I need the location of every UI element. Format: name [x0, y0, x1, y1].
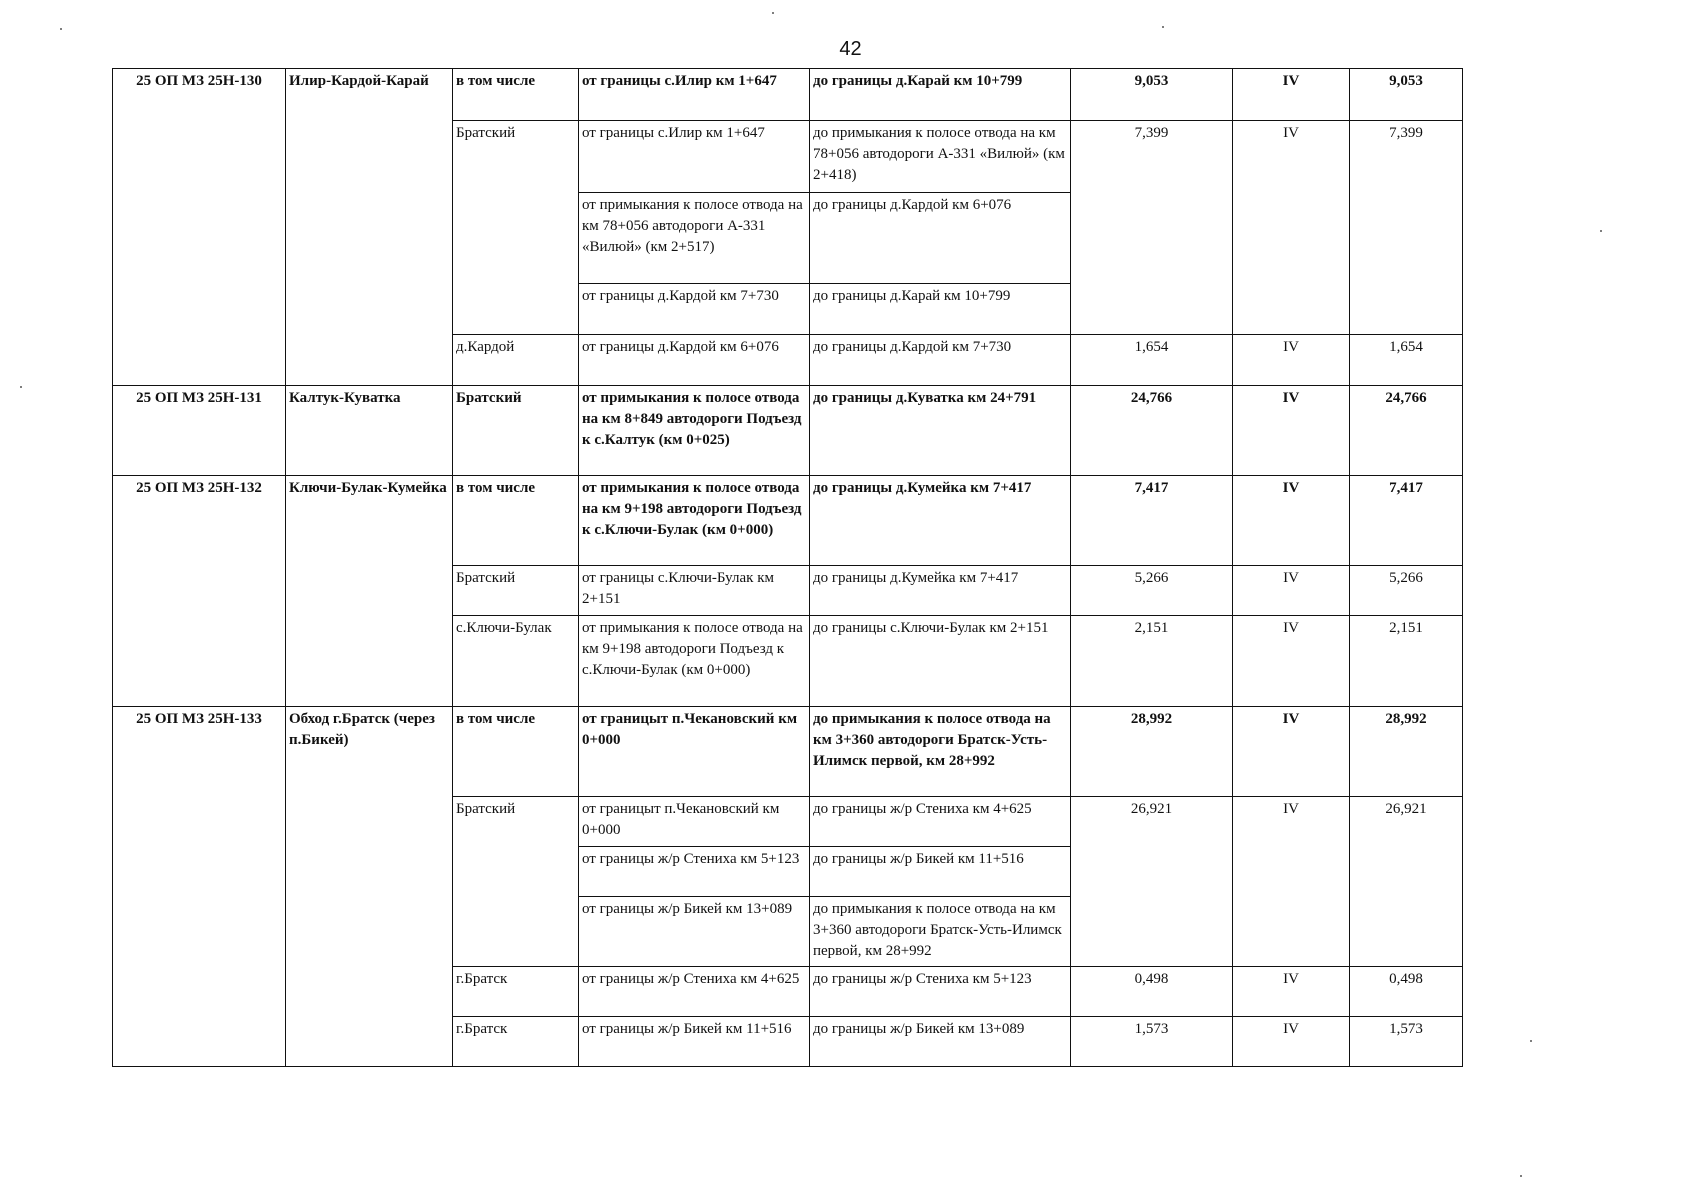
category-cell: IV	[1233, 616, 1350, 707]
road-name: Калтук-Куватка	[286, 386, 453, 476]
from-cell: от границы д.Кардой км 6+076	[579, 335, 810, 386]
scan-speck	[1600, 230, 1602, 232]
to-cell: до примыкания к полосе отвода на км 3+360 автодороги Братск-Усть-Илимск первой, км 28+992	[810, 897, 1071, 967]
total-cell: 7,417	[1350, 476, 1463, 566]
total-cell: 1,654	[1350, 335, 1463, 386]
from-cell: от примыкания к полосе отвода на км 8+849 автодороги Подъезд к с.Калтук (км 0+025)	[579, 386, 810, 476]
length-cell: 0,498	[1071, 967, 1233, 1017]
to-cell: до примыкания к полосе отвода на км 78+056 автодороги А-331 «Вилюй» (км 2+418)	[810, 121, 1071, 193]
total-cell: 24,766	[1350, 386, 1463, 476]
district-cell: д.Кардой	[453, 335, 579, 386]
to-cell: до границы д.Кумейка км 7+417	[810, 476, 1071, 566]
to-cell: до границы д.Карай км 10+799	[810, 69, 1071, 121]
roads-table	[112, 68, 1463, 1067]
road-name: Илир-Кардой-Карай	[286, 69, 453, 386]
category-cell: IV	[1233, 69, 1350, 121]
from-cell: от границыт п.Чекановский км 0+000	[579, 797, 810, 847]
total-cell: 1,573	[1350, 1017, 1463, 1067]
category-cell: IV	[1233, 707, 1350, 797]
scan-speck	[20, 386, 22, 388]
road-code: 25 ОП МЗ 25Н-131	[113, 386, 286, 476]
scan-speck	[1162, 26, 1164, 28]
page-number: 42	[839, 38, 862, 60]
category-cell: IV	[1233, 566, 1350, 616]
length-cell: 1,654	[1071, 335, 1233, 386]
from-cell: от границы ж/р Бикей км 13+089	[579, 897, 810, 967]
from-cell: от границы ж/р Стениха км 5+123	[579, 847, 810, 897]
to-cell: до границы д.Кумейка км 7+417	[810, 566, 1071, 616]
from-cell: от примыкания к полосе отвода на км 9+198 автодороги Подъезд к с.Ключи-Булак (км 0+000)	[579, 616, 810, 707]
table-row	[113, 476, 1463, 566]
from-cell: от границыт п.Чекановский км 0+000	[579, 707, 810, 797]
from-cell: от границы с.Илир км 1+647	[579, 69, 810, 121]
district-cell: г.Братск	[453, 1017, 579, 1067]
road-name: Обход г.Братск (через п.Бикей)	[286, 707, 453, 1067]
scan-speck	[1530, 1040, 1532, 1042]
category-cell: IV	[1233, 476, 1350, 566]
category-cell: IV	[1233, 121, 1350, 335]
road-name: Ключи-Булак-Кумейка	[286, 476, 453, 707]
to-cell: до границы ж/р Бикей км 11+516	[810, 847, 1071, 897]
length-cell: 28,992	[1071, 707, 1233, 797]
district-cell: Братский	[453, 121, 579, 335]
table-row	[113, 707, 1463, 797]
district-cell: в том числе	[453, 69, 579, 121]
to-cell: до границы д.Кардой км 6+076	[810, 193, 1071, 284]
from-cell: от границы с.Илир км 1+647	[579, 121, 810, 193]
district-cell: в том числе	[453, 707, 579, 797]
length-cell: 5,266	[1071, 566, 1233, 616]
length-cell: 24,766	[1071, 386, 1233, 476]
from-cell: от примыкания к полосе отвода на км 78+056 автодороги А-331 «Вилюй» (км 2+517)	[579, 193, 810, 284]
road-code: 25 ОП МЗ 25Н-132	[113, 476, 286, 707]
category-cell: IV	[1233, 967, 1350, 1017]
total-cell: 0,498	[1350, 967, 1463, 1017]
from-cell: от границы ж/р Стениха км 4+625	[579, 967, 810, 1017]
total-cell: 9,053	[1350, 69, 1463, 121]
total-cell: 2,151	[1350, 616, 1463, 707]
to-cell: до границы д.Куватка км 24+791	[810, 386, 1071, 476]
to-cell: до границы ж/р Бикей км 13+089	[810, 1017, 1071, 1067]
scan-speck	[60, 28, 62, 30]
total-cell: 26,921	[1350, 797, 1463, 967]
road-code: 25 ОП МЗ 25Н-130	[113, 69, 286, 386]
length-cell: 2,151	[1071, 616, 1233, 707]
category-cell: IV	[1233, 335, 1350, 386]
category-cell: IV	[1233, 797, 1350, 967]
to-cell: до границы д.Карай км 10+799	[810, 284, 1071, 335]
district-cell: в том числе	[453, 476, 579, 566]
category-cell: IV	[1233, 386, 1350, 476]
from-cell: от примыкания к полосе отвода на км 9+198 автодороги Подъезд к с.Ключи-Булак (км 0+000)	[579, 476, 810, 566]
to-cell: до примыкания к полосе отвода на км 3+360 автодороги Братск-Усть-Илимск первой, км 28+992	[810, 707, 1071, 797]
to-cell: до границы д.Кардой км 7+730	[810, 335, 1071, 386]
total-cell: 7,399	[1350, 121, 1463, 335]
district-cell: г.Братск	[453, 967, 579, 1017]
length-cell: 9,053	[1071, 69, 1233, 121]
length-cell: 7,417	[1071, 476, 1233, 566]
from-cell: от границы д.Кардой км 7+730	[579, 284, 810, 335]
to-cell: до границы ж/р Стениха км 4+625	[810, 797, 1071, 847]
to-cell: до границы с.Ключи-Булак км 2+151	[810, 616, 1071, 707]
table-row	[113, 69, 1463, 121]
district-cell: с.Ключи-Булак	[453, 616, 579, 707]
from-cell: от границы ж/р Бикей км 11+516	[579, 1017, 810, 1067]
from-cell: от границы с.Ключи-Булак км 2+151	[579, 566, 810, 616]
length-cell: 1,573	[1071, 1017, 1233, 1067]
to-cell: до границы ж/р Стениха км 5+123	[810, 967, 1071, 1017]
district-cell: Братский	[453, 566, 579, 616]
district-cell: Братский	[453, 797, 579, 967]
road-code: 25 ОП МЗ 25Н-133	[113, 707, 286, 1067]
length-cell: 26,921	[1071, 797, 1233, 967]
total-cell: 5,266	[1350, 566, 1463, 616]
total-cell: 28,992	[1350, 707, 1463, 797]
length-cell: 7,399	[1071, 121, 1233, 335]
district-cell: Братский	[453, 386, 579, 476]
table-row	[113, 386, 1463, 476]
category-cell: IV	[1233, 1017, 1350, 1067]
scan-speck	[772, 12, 774, 14]
scan-speck	[1520, 1175, 1522, 1177]
